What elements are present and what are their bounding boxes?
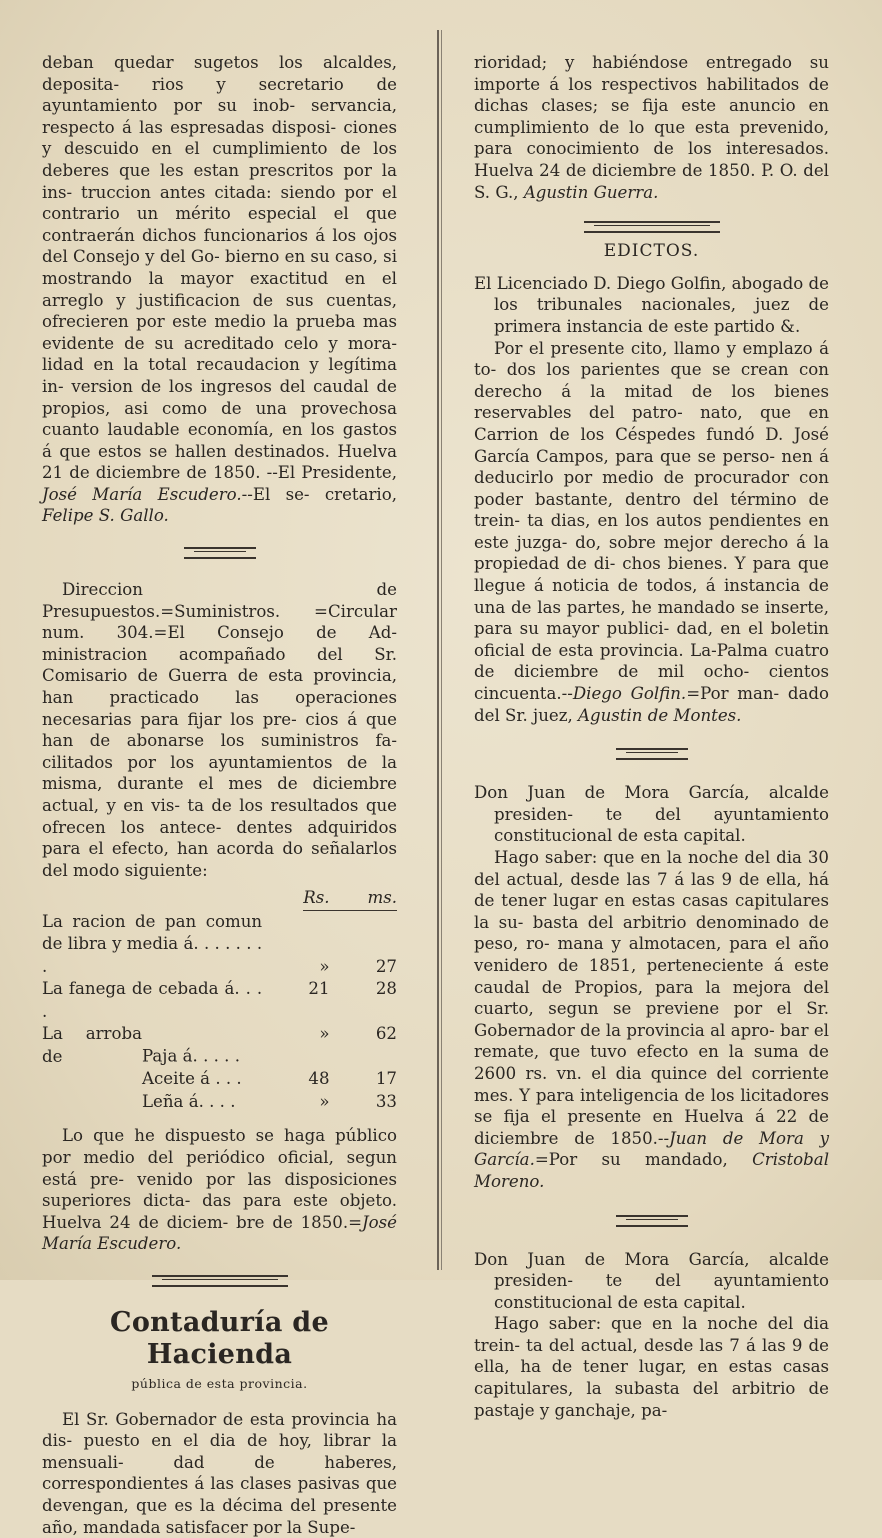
row-label: La racion de pan comun de libra y media á. . . . . . . . — [42, 911, 263, 976]
right-paragraph-1: rioridad; y habiéndose entregado su importe á los respectivos habilitados de dichas clases; se fija este anuncio en cumplimiento de lo que esta prevenido, para conocimiento de los interesados. Huelva 24 de diciembre de 1850. P. O. del S. G., Agustin Guerra. — [474, 53, 829, 202]
table-row: La arroba de Paja á. . . . . » 62 — [42, 1023, 397, 1068]
table-row: La fanega de cebada á. . . . 21 28 — [42, 978, 397, 1023]
ornament-divider — [152, 1275, 288, 1287]
signature-escudero: José María Escudero. — [42, 484, 242, 504]
table-row: La racion de pan comun de libra y media á. . . . . . . . » 27 — [42, 911, 397, 979]
edict-3-body: Hago saber: que en la noche del dia trein- ta del actual, desde las 7 á las 9 de ella, ha de tener lugar, en estas casas capitulares, la subasta del arbitrio de pastaje y ganchaje, pa- — [474, 1314, 829, 1420]
signature-mora: Juan de Mora y García. — [474, 1128, 829, 1170]
row-label: La fanega de cebada á. . . . — [42, 979, 263, 1021]
table-row: Aceite á . . . 48 17 — [142, 1069, 397, 1089]
column-header-rs: Rs. — [303, 888, 330, 908]
signature-montes: Agustin de Montes. — [578, 705, 742, 725]
column-header-ms: ms. — [367, 888, 397, 908]
edict-1-header: El Licenciado D. Diego Golfin, abogado de los tribunales nacionales, juez de primera instancia de este partido &. — [474, 273, 829, 336]
edictos-heading: EDICTOS. — [603, 241, 700, 262]
signature-golfin: Diego Golfin. — [572, 684, 687, 704]
left-column — [42, 52, 397, 1538]
edict-2-header: Don Juan de Mora García, alcalde presiden- te del ayuntamiento constitucional de esta capital. — [474, 783, 829, 846]
edict-2-body: Hago saber: que en la noche del dia 30 del actual, desde las 7 á las 9 de ella, há de tener lugar en estas casas capitulares la su- basta del arbitrio denominado de peso, ro- mana y almotacen, para el año venidero de 1851, perteneciente á este caudal de Propios, para la mejora del cuarto, segun se previene por el Sr. Gobernador de la provincia al apro- bar el remate, que tuvo efecto en la suma de 2600 rs. vn. el dia quince del corriente mes. Y para inteligencia de los licitadores se fija el presente en Huelva á 22 de diciembre de 1850.--Juan de Mora y García.=Por su mandado, Cristobal Moreno. — [474, 848, 829, 1191]
signature-guerra: Agustin Guerra. — [523, 182, 659, 202]
section-subtitle: pública de esta provincia. — [131, 1375, 308, 1391]
edict-3-header: Don Juan de Mora García, alcalde presiden- te del ayuntamiento constitucional de esta capital. — [474, 1249, 829, 1312]
left-paragraph-3: Lo que he dispuesto se haga público por medio del periódico oficial, segun está pre- venido por las disposiciones superiores dicta- das para este objeto. Huelva 24 de diciem- bre de 1850.=José María Escudero. — [42, 1126, 397, 1254]
left-paragraph-4: El Sr. Gobernador de esta provincia ha dis- puesto en el dia de hoy, librar la mensuali- dad de haberes, correspondientes á las clases pasivas que devengan, que es la décima del presente año, mandada satisfacer por la Supe- — [42, 1409, 397, 1537]
section-title: Contaduría de Hacienda — [110, 1306, 329, 1370]
ornament-divider — [616, 1215, 688, 1227]
left-paragraph-2: Direccion de Presupuestos.=Suministros. =Circular num. 304.=El Consejo de Ad- ministracion acompañado del Sr. Comisario de Guerra de esta provincia, han practicado las operaciones necesarias para fijar los pre- cios á que han de abonarse los suministros fa- cilitados por los ayuntamientos de la misma, durante el mes de diciembre actual, y en vis- ta de los resultados que ofrecen los antece- dentes adquiridos para el efecto, han acorda do señalarlos del modo siguiente: — [42, 580, 397, 880]
table-row: Leña á. . . . » 33 — [142, 1091, 397, 1111]
edict-1-body: Por el presente cito, llamo y emplazo á to- dos los parientes que se crean con derecho á la mitad de los bienes reservables del patro- nato, que en Carrion de los Céspedes fundó D. José García Campos, para que se perso- nen á deducirlo por medio de procurador con poder bastante, dentro del término de trein- ta dias, en los autos pendientes en este juzga- do, sobre mejor derecho á la propiedad de di- chos bienes. Y para que llegue á noticia de todos, á instancia de una de las partes, he mandado se inserte, para su mayor publici- dad, en el boletin oficial de esta provincia. La-Palma cuatro de diciembre de mil ocho- cientos cincuenta.--Diego Golfin.=Por man- dado del Sr. juez, Agustin de Montes. — [474, 338, 830, 725]
ornament-divider — [184, 547, 256, 559]
arroba-label: La arroba de — [42, 1024, 142, 1066]
column-divider-thin — [441, 30, 442, 1270]
price-table — [42, 887, 397, 1113]
signature-gallo: Felipe S. Gallo. — [42, 506, 169, 526]
right-column — [474, 52, 829, 1421]
left-paragraph-1: deban quedar sugetos los alcaldes, deposita- rios y secretario de ayuntamiento por su inob- servancia, respecto á las espresadas disposi- ciones y descuido en el cumplimiento de los deberes que les estan prescritos por la ins- truccion antes citada: siendo por el contrario un mérito especial el que contraerán dichos funcionarios á los ojos del Consejo y del Go- bierno en su caso, si mostrando la mayor exactitud en el arreglo y justificacion de sus cuentas, ofrecieren por este medio la prueba mas evidente de su acreditado celo y mora- lidad en la total recaudacion y legítima in- version de los ingresos del caudal de propios, asi como de una provechosa cuanto laudable economía, en los gastos á que estos se hallen destinados. Huelva 21 de diciembre de 1850. --El Presidente, José María Escudero.--El se- cretario, Felipe S. Gallo. — [42, 53, 397, 526]
column-divider — [437, 30, 439, 1270]
ornament-divider — [584, 221, 720, 233]
signature-escudero-2: José María Escudero. — [42, 1212, 397, 1254]
ornament-divider — [616, 748, 688, 760]
signature-moreno: Cristobal Moreno. — [474, 1150, 829, 1191]
